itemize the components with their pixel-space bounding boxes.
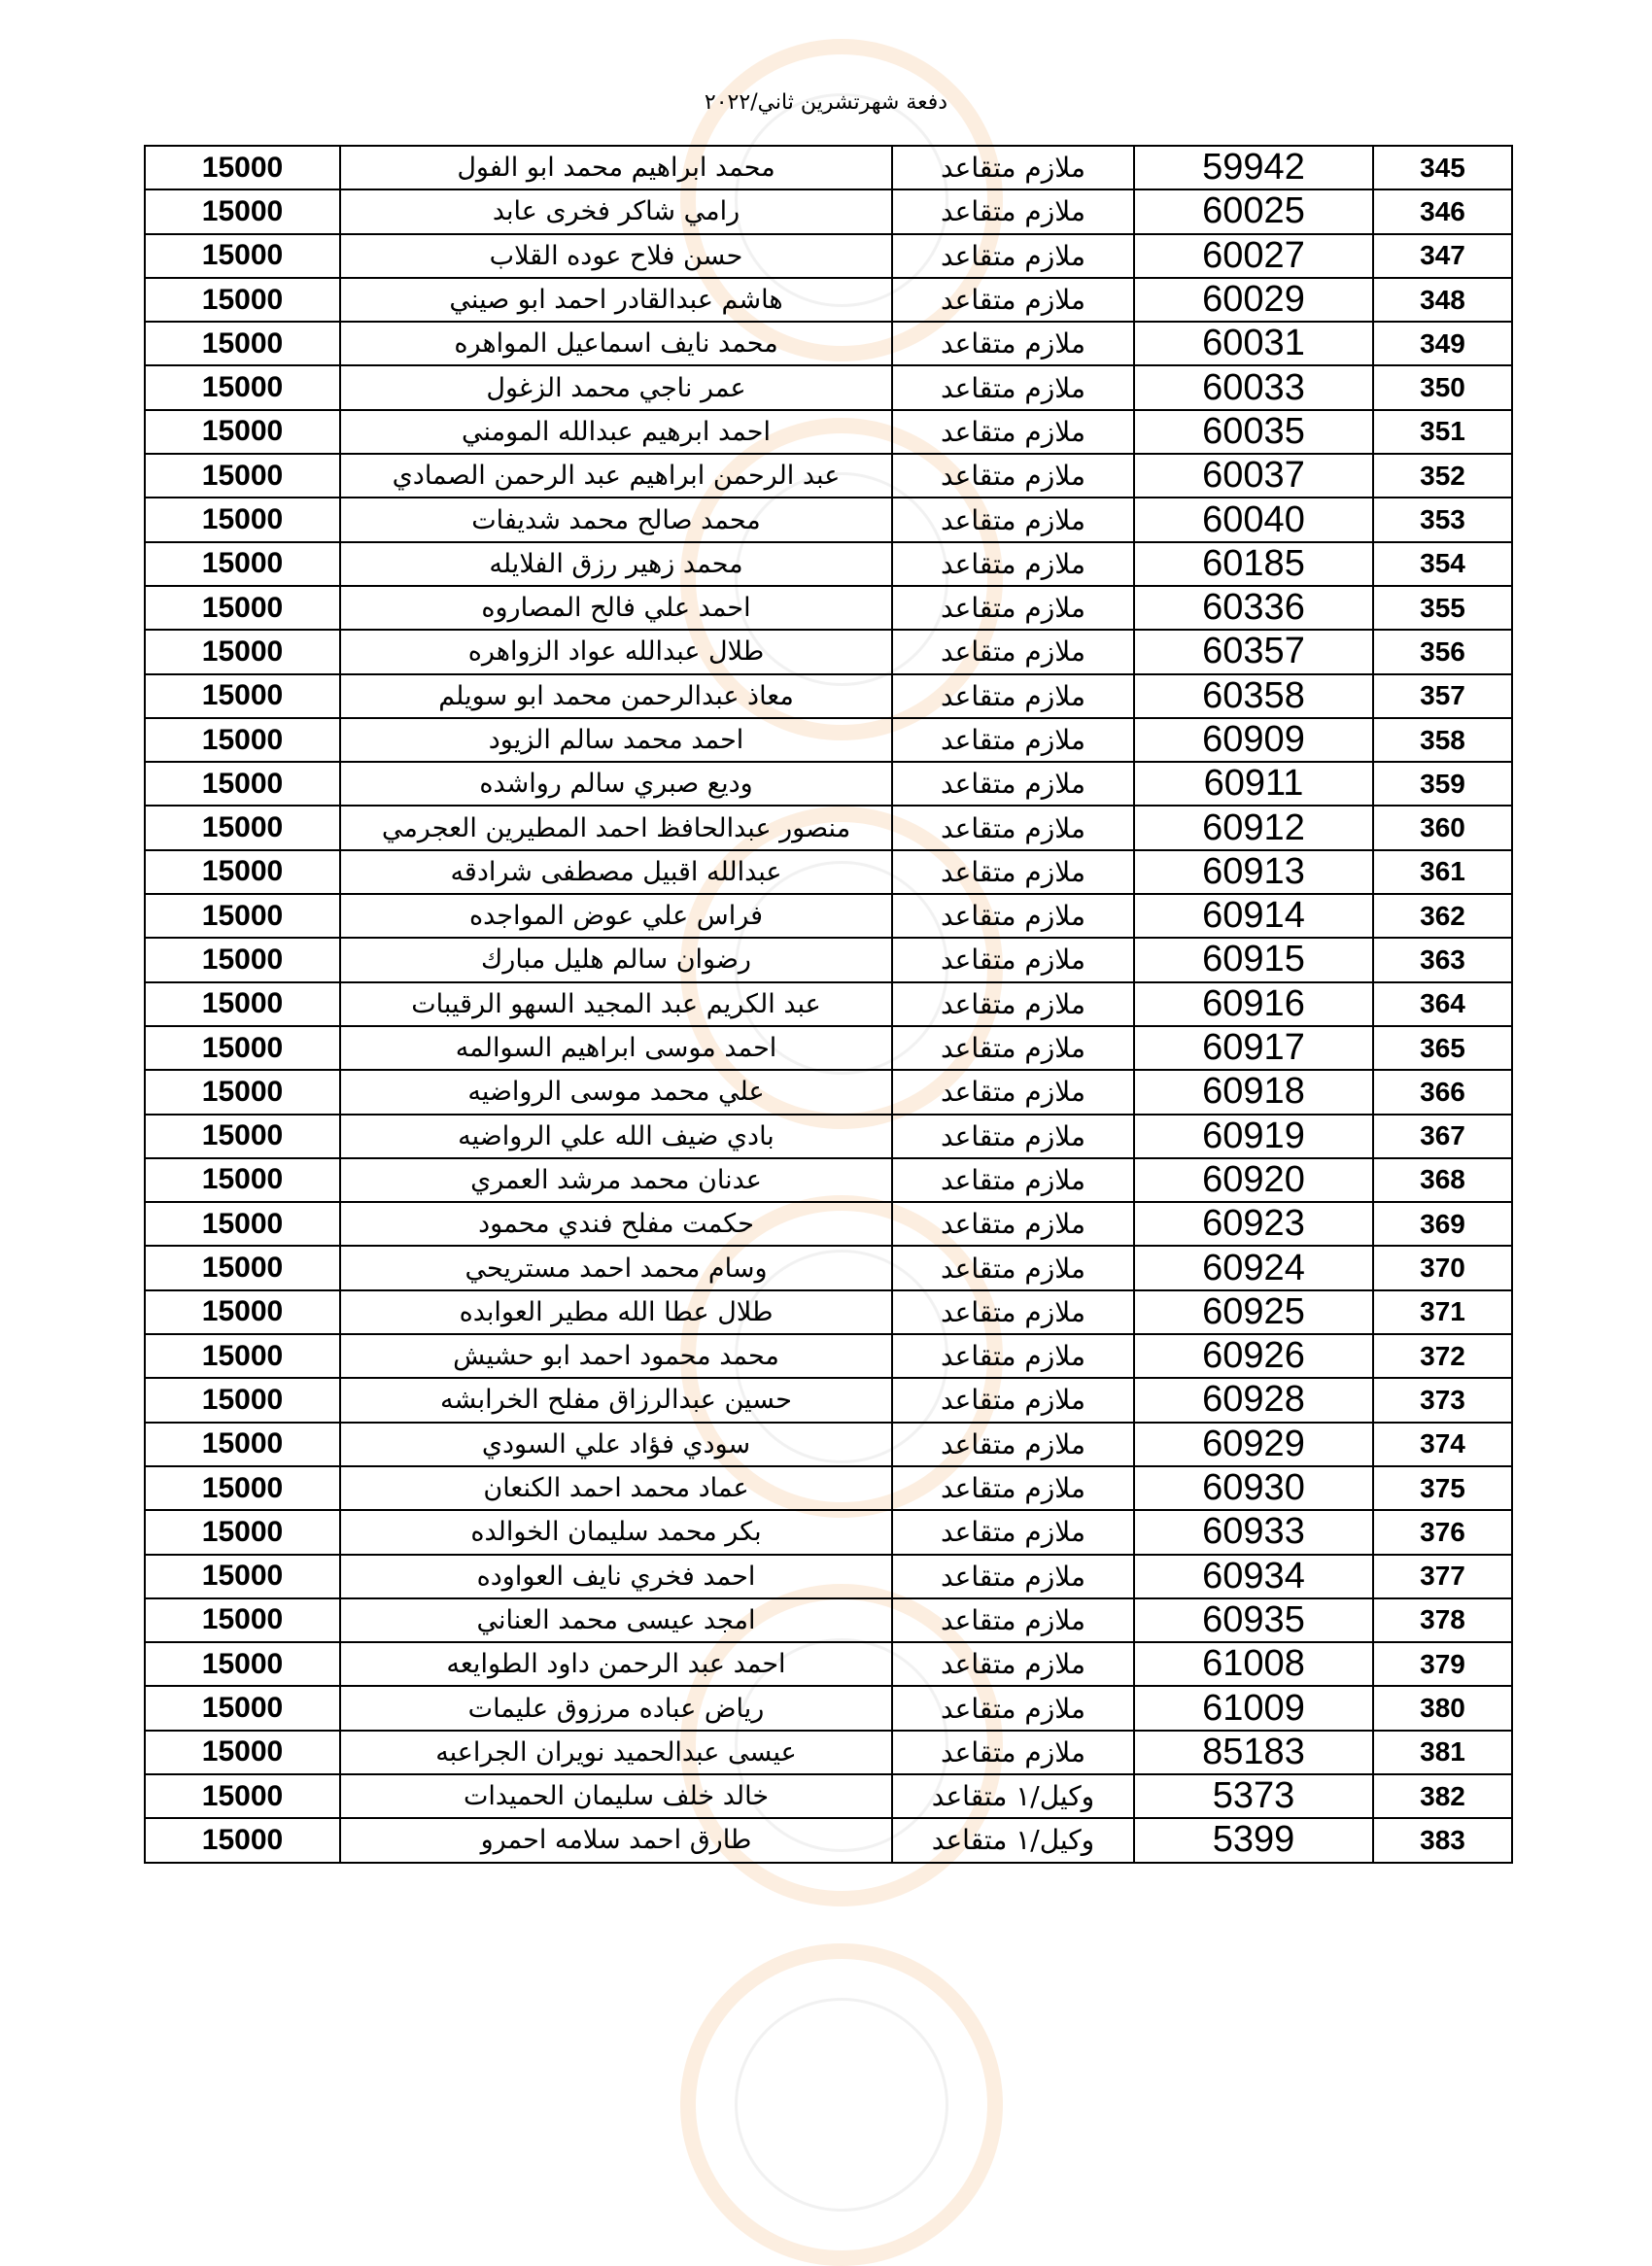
row-index-cell: 355 (1373, 586, 1512, 630)
table-row (145, 498, 1512, 541)
row-index-cell: 352 (1373, 454, 1512, 498)
name-cell: طارق احمد سلامه احمرو (340, 1818, 892, 1862)
name-cell: سودي فؤاد علي السودي (340, 1423, 892, 1466)
rank-cell: ملازم متقاعد (892, 1290, 1134, 1334)
amount-cell: 15000 (145, 674, 340, 718)
rank-cell: ملازم متقاعد (892, 1423, 1134, 1466)
rank-cell: ملازم متقاعد (892, 1334, 1134, 1378)
military-number-cell: 60918 (1134, 1070, 1373, 1114)
rank-cell: ملازم متقاعد (892, 146, 1134, 189)
amount-cell: 15000 (145, 894, 340, 938)
rank-cell: ملازم متقاعد (892, 454, 1134, 498)
amount-cell: 15000 (145, 234, 340, 278)
amount-cell: 15000 (145, 1246, 340, 1289)
rank-cell: ملازم متقاعد (892, 322, 1134, 365)
row-index-cell: 353 (1373, 498, 1512, 541)
row-index-cell: 376 (1373, 1510, 1512, 1554)
name-cell: خالد خلف سليمان الحميدات (340, 1774, 892, 1818)
row-index-cell: 365 (1373, 1026, 1512, 1070)
rank-cell: ملازم متقاعد (892, 498, 1134, 541)
table-row (145, 938, 1512, 981)
table-row (145, 1290, 1512, 1334)
rank-cell: ملازم متقاعد (892, 278, 1134, 322)
row-index-cell: 354 (1373, 542, 1512, 586)
row-index-cell: 356 (1373, 630, 1512, 673)
row-index-cell: 350 (1373, 365, 1512, 409)
rank-cell: ملازم متقاعد (892, 410, 1134, 454)
military-number-cell: 61009 (1134, 1686, 1373, 1730)
rank-cell: ملازم متقاعد (892, 674, 1134, 718)
name-cell: وديع صبري سالم رواشده (340, 762, 892, 806)
amount-cell: 15000 (145, 1423, 340, 1466)
table-row (145, 454, 1512, 498)
military-number-cell: 5399 (1134, 1818, 1373, 1862)
name-cell: بادي ضيف الله علي الرواضيه (340, 1115, 892, 1158)
row-index-cell: 358 (1373, 718, 1512, 762)
name-cell: عبد الكريم عبد المجيد السهو الرقيبات (340, 982, 892, 1026)
row-index-cell: 381 (1373, 1731, 1512, 1774)
table-row (145, 1246, 1512, 1289)
name-cell: منصور عبدالحافظ احمد المطيرين العجرمي (340, 806, 892, 849)
table-row (145, 542, 1512, 586)
name-cell: محمد محمود احمد ابو حشيش (340, 1334, 892, 1378)
row-index-cell: 374 (1373, 1423, 1512, 1466)
row-index-cell: 383 (1373, 1818, 1512, 1862)
table-row (145, 322, 1512, 365)
table-row (145, 586, 1512, 630)
row-index-cell: 380 (1373, 1686, 1512, 1730)
row-index-cell: 357 (1373, 674, 1512, 718)
rank-cell: ملازم متقاعد (892, 894, 1134, 938)
amount-cell: 15000 (145, 454, 340, 498)
amount-cell: 15000 (145, 1731, 340, 1774)
name-cell: حسن فلاح عوده القلاب (340, 234, 892, 278)
table-row (145, 1202, 1512, 1246)
rank-cell: ملازم متقاعد (892, 1642, 1134, 1686)
rank-cell: ملازم متقاعد (892, 630, 1134, 673)
table-row (145, 146, 1512, 189)
name-cell: احمد ابرهيم عبدالله المومني (340, 410, 892, 454)
military-number-cell: 60933 (1134, 1510, 1373, 1554)
name-cell: فراس علي عوض المواجده (340, 894, 892, 938)
table-row (145, 1158, 1512, 1202)
rank-cell: ملازم متقاعد (892, 1378, 1134, 1422)
military-number-cell: 60917 (1134, 1026, 1373, 1070)
rank-cell: ملازم متقاعد (892, 1115, 1134, 1158)
table-row (145, 278, 1512, 322)
row-index-cell: 362 (1373, 894, 1512, 938)
name-cell: محمد ابراهيم محمد ابو الفول (340, 146, 892, 189)
name-cell: احمد محمد سالم الزيود (340, 718, 892, 762)
name-cell: حسين عبدالرزاق مفلح الخرابشه (340, 1378, 892, 1422)
watermark-logo (680, 1943, 1003, 2266)
rank-cell: ملازم متقاعد (892, 1510, 1134, 1554)
row-index-cell: 346 (1373, 189, 1512, 233)
rank-cell: ملازم متقاعد (892, 1070, 1134, 1114)
name-cell: معاذ عبدالرحمن محمد ابو سويلم (340, 674, 892, 718)
amount-cell: 15000 (145, 322, 340, 365)
military-number-cell: 60336 (1134, 586, 1373, 630)
rank-cell: ملازم متقاعد (892, 1598, 1134, 1642)
table-row (145, 189, 1512, 233)
military-number-cell: 60916 (1134, 982, 1373, 1026)
amount-cell: 15000 (145, 1642, 340, 1686)
amount-cell: 15000 (145, 982, 340, 1026)
military-number-cell: 61008 (1134, 1642, 1373, 1686)
amount-cell: 15000 (145, 1466, 340, 1510)
military-number-cell: 5373 (1134, 1774, 1373, 1818)
table-row (145, 894, 1512, 938)
name-cell: عبد الرحمن ابراهيم عبد الرحمن الصمادي (340, 454, 892, 498)
military-number-cell: 60928 (1134, 1378, 1373, 1422)
amount-cell: 15000 (145, 365, 340, 409)
amount-cell: 15000 (145, 1555, 340, 1598)
row-index-cell: 369 (1373, 1202, 1512, 1246)
table-row (145, 1774, 1512, 1818)
amount-cell: 15000 (145, 189, 340, 233)
military-number-cell: 60031 (1134, 322, 1373, 365)
amount-cell: 15000 (145, 718, 340, 762)
amount-cell: 15000 (145, 850, 340, 894)
name-cell: امجد عيسى محمد العناني (340, 1598, 892, 1642)
military-number-cell: 60029 (1134, 278, 1373, 322)
amount-cell: 15000 (145, 1158, 340, 1202)
row-index-cell: 348 (1373, 278, 1512, 322)
military-number-cell: 60923 (1134, 1202, 1373, 1246)
rank-cell: ملازم متقاعد (892, 938, 1134, 981)
amount-cell: 15000 (145, 1378, 340, 1422)
military-number-cell: 60919 (1134, 1115, 1373, 1158)
table-row (145, 234, 1512, 278)
amount-cell: 15000 (145, 938, 340, 981)
amount-cell: 15000 (145, 1290, 340, 1334)
military-number-cell: 60035 (1134, 410, 1373, 454)
table-row (145, 1378, 1512, 1422)
military-number-cell: 60358 (1134, 674, 1373, 718)
rank-cell: ملازم متقاعد (892, 1026, 1134, 1070)
military-number-cell: 60185 (1134, 542, 1373, 586)
rank-cell: ملازم متقاعد (892, 365, 1134, 409)
amount-cell: 15000 (145, 542, 340, 586)
military-number-cell: 60909 (1134, 718, 1373, 762)
name-cell: احمد عبد الرحمن داود الطوايعه (340, 1642, 892, 1686)
name-cell: عبدالله اقبيل مصطفى شرادقه (340, 850, 892, 894)
table-row (145, 1510, 1512, 1554)
rank-cell: ملازم متقاعد (892, 806, 1134, 849)
row-index-cell: 370 (1373, 1246, 1512, 1289)
rank-cell: ملازم متقاعد (892, 1686, 1134, 1730)
row-index-cell: 375 (1373, 1466, 1512, 1510)
military-number-cell: 60926 (1134, 1334, 1373, 1378)
table-row (145, 762, 1512, 806)
table-row (145, 365, 1512, 409)
military-number-cell: 60027 (1134, 234, 1373, 278)
name-cell: طلال عبدالله عواد الزواهره (340, 630, 892, 673)
rank-cell: ملازم متقاعد (892, 850, 1134, 894)
row-index-cell: 345 (1373, 146, 1512, 189)
amount-cell: 15000 (145, 1818, 340, 1862)
table-row (145, 1731, 1512, 1774)
table-row (145, 410, 1512, 454)
military-number-cell: 60915 (1134, 938, 1373, 981)
table-row (145, 1423, 1512, 1466)
name-cell: احمد علي فالح المصاروه (340, 586, 892, 630)
row-index-cell: 373 (1373, 1378, 1512, 1422)
row-index-cell: 379 (1373, 1642, 1512, 1686)
amount-cell: 15000 (145, 1115, 340, 1158)
military-number-cell: 60025 (1134, 189, 1373, 233)
amount-cell: 15000 (145, 1334, 340, 1378)
rank-cell: ملازم متقاعد (892, 718, 1134, 762)
name-cell: بكر محمد سليمان الخوالده (340, 1510, 892, 1554)
military-number-cell: 60911 (1134, 762, 1373, 806)
amount-cell: 15000 (145, 1202, 340, 1246)
amount-cell: 15000 (145, 410, 340, 454)
amount-cell: 15000 (145, 1774, 340, 1818)
amount-cell: 15000 (145, 278, 340, 322)
name-cell: محمد زهير رزق الفلايله (340, 542, 892, 586)
military-number-cell: 59942 (1134, 146, 1373, 189)
military-number-cell: 60033 (1134, 365, 1373, 409)
rank-cell: ملازم متقاعد (892, 1466, 1134, 1510)
row-index-cell: 366 (1373, 1070, 1512, 1114)
military-number-cell: 60930 (1134, 1466, 1373, 1510)
payment-table-body (145, 146, 1512, 1863)
military-number-cell: 60925 (1134, 1290, 1373, 1334)
military-number-cell: 60913 (1134, 850, 1373, 894)
table-row (145, 1598, 1512, 1642)
name-cell: رياض عباده مرزوق عليمات (340, 1686, 892, 1730)
row-index-cell: 347 (1373, 234, 1512, 278)
rank-cell: ملازم متقاعد (892, 234, 1134, 278)
name-cell: محمد صالح محمد شديفات (340, 498, 892, 541)
amount-cell: 15000 (145, 1510, 340, 1554)
name-cell: علي محمد موسى الرواضيه (340, 1070, 892, 1114)
payment-table (144, 145, 1513, 1864)
name-cell: وسام محمد احمد مستريحي (340, 1246, 892, 1289)
table-row (145, 1642, 1512, 1686)
row-index-cell: 377 (1373, 1555, 1512, 1598)
name-cell: احمد موسى ابراهيم السوالمه (340, 1026, 892, 1070)
row-index-cell: 351 (1373, 410, 1512, 454)
military-number-cell: 85183 (1134, 1731, 1373, 1774)
page-title: دفعة شهرتشرين ثاني/٢٠٢٢ (704, 90, 948, 115)
amount-cell: 15000 (145, 1686, 340, 1730)
row-index-cell: 372 (1373, 1334, 1512, 1378)
military-number-cell: 60934 (1134, 1555, 1373, 1598)
military-number-cell: 60924 (1134, 1246, 1373, 1289)
amount-cell: 15000 (145, 1026, 340, 1070)
table-row (145, 1466, 1512, 1510)
rank-cell: ملازم متقاعد (892, 762, 1134, 806)
name-cell: عماد محمد احمد الكنعان (340, 1466, 892, 1510)
table-row (145, 1686, 1512, 1730)
military-number-cell: 60935 (1134, 1598, 1373, 1642)
table-row (145, 718, 1512, 762)
table-row (145, 806, 1512, 849)
table-row (145, 982, 1512, 1026)
amount-cell: 15000 (145, 762, 340, 806)
military-number-cell: 60037 (1134, 454, 1373, 498)
table-row (145, 1070, 1512, 1114)
table-row (145, 630, 1512, 673)
row-index-cell: 349 (1373, 322, 1512, 365)
name-cell: عيسى عبدالحميد نويران الجراعبه (340, 1731, 892, 1774)
amount-cell: 15000 (145, 498, 340, 541)
table-row (145, 1555, 1512, 1598)
name-cell: محمد نايف اسماعيل المواهره (340, 322, 892, 365)
rank-cell: ملازم متقاعد (892, 1731, 1134, 1774)
row-index-cell: 368 (1373, 1158, 1512, 1202)
military-number-cell: 60040 (1134, 498, 1373, 541)
name-cell: عمر ناجي محمد الزغول (340, 365, 892, 409)
amount-cell: 15000 (145, 630, 340, 673)
rank-cell: ملازم متقاعد (892, 1202, 1134, 1246)
military-number-cell: 60912 (1134, 806, 1373, 849)
name-cell: طلال عطا الله مطير العوابده (340, 1290, 892, 1334)
rank-cell: ملازم متقاعد (892, 189, 1134, 233)
row-index-cell: 382 (1373, 1774, 1512, 1818)
name-cell: عدنان محمد مرشد العمري (340, 1158, 892, 1202)
row-index-cell: 361 (1373, 850, 1512, 894)
name-cell: رضوان سالم هليل مبارك (340, 938, 892, 981)
name-cell: حكمت مفلح فندي محمود (340, 1202, 892, 1246)
rank-cell: ملازم متقاعد (892, 1555, 1134, 1598)
military-number-cell: 60357 (1134, 630, 1373, 673)
row-index-cell: 378 (1373, 1598, 1512, 1642)
row-index-cell: 367 (1373, 1115, 1512, 1158)
rank-cell: ملازم متقاعد (892, 542, 1134, 586)
table-row (145, 1115, 1512, 1158)
military-number-cell: 60914 (1134, 894, 1373, 938)
rank-cell: وكيل/١ متقاعد (892, 1818, 1134, 1862)
table-row (145, 674, 1512, 718)
rank-cell: ملازم متقاعد (892, 586, 1134, 630)
row-index-cell: 360 (1373, 806, 1512, 849)
military-number-cell: 60929 (1134, 1423, 1373, 1466)
rank-cell: ملازم متقاعد (892, 982, 1134, 1026)
amount-cell: 15000 (145, 146, 340, 189)
military-number-cell: 60920 (1134, 1158, 1373, 1202)
name-cell: احمد فخري نايف العواوده (340, 1555, 892, 1598)
table-row (145, 1026, 1512, 1070)
rank-cell: وكيل/١ متقاعد (892, 1774, 1134, 1818)
table-row (145, 850, 1512, 894)
amount-cell: 15000 (145, 806, 340, 849)
amount-cell: 15000 (145, 1070, 340, 1114)
row-index-cell: 363 (1373, 938, 1512, 981)
rank-cell: ملازم متقاعد (892, 1246, 1134, 1289)
rank-cell: ملازم متقاعد (892, 1158, 1134, 1202)
name-cell: رامي شاكر فخرى عابد (340, 189, 892, 233)
name-cell: هاشم عبدالقادر احمد ابو صيني (340, 278, 892, 322)
row-index-cell: 364 (1373, 982, 1512, 1026)
table-row (145, 1334, 1512, 1378)
table-row (145, 1818, 1512, 1862)
amount-cell: 15000 (145, 1598, 340, 1642)
row-index-cell: 371 (1373, 1290, 1512, 1334)
row-index-cell: 359 (1373, 762, 1512, 806)
amount-cell: 15000 (145, 586, 340, 630)
